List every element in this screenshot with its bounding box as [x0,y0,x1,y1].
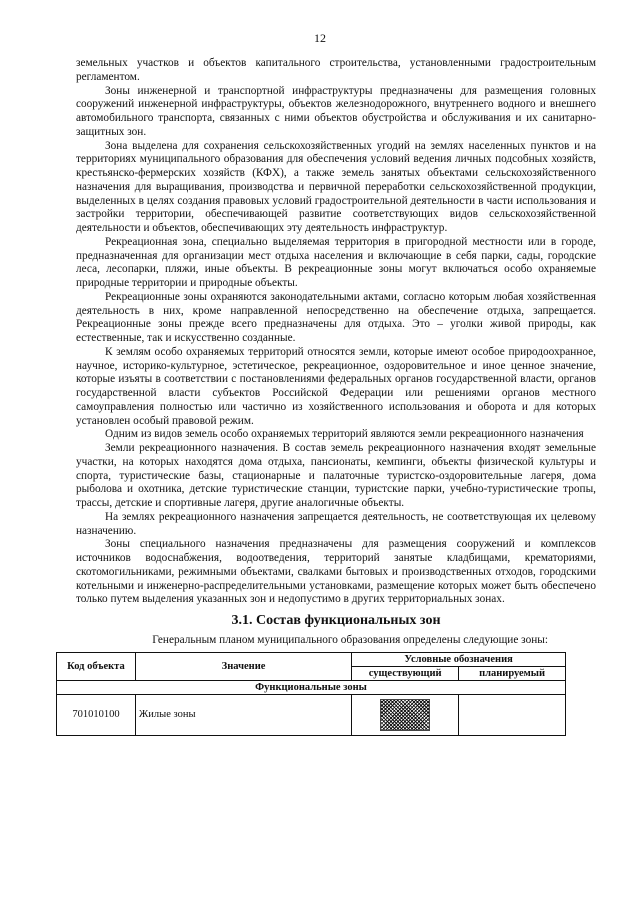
row-value: Жилые зоны [135,694,351,735]
header-code: Код объекта [57,652,136,680]
paragraph-2: Зоны инженерной и транспортной инфраструктуры предназначены для размещения головных сооружений инженерной инфраструктуры, объектов железнодорожного, внутреннего водного и внешнего автомобильного транспорта, связанных с ними объектов обустройства и обслуживания и их санитарно-защитных зон. [76,84,596,138]
row-code: 701010100 [57,694,136,735]
table-header-row [57,652,566,666]
paragraph-8: Земли рекреационного назначения. В состав земель рекреационного назначения входят земельные участки, на которых находятся дома отдыха, пансионаты, кемпинги, объекты физической культуры и спорта, туристические базы, стационарные и палаточные туристско-оздоровительные лагеря, дома рыболова и охотника, детские туристические станции, туристские парки, учебно-туристические тропы, трассы, детские и спортивные лагеря, другие аналогичные объекты. [76,442,596,509]
paragraph-10: Зоны специального назначения предназначены для размещения сооружений и комплексов источников водоснабжения, водоотведения, территорий занятые кладбищами, крематориями, скотомогильниками, режимными объектами, свалками бытовых и производственных отходов, городскими котельными и инженерно-распределительными установками, размещение которых может быть обеспечено только путем выделения указанных зон и недопустимо в других территориальных зонах. [76,538,596,606]
table-group-row [57,680,566,694]
paragraph-4: Рекреационная зона, специально выделяемая территория в пригородной местности или в городе, предназначенная для организации мест отдыха населения и включающие в себя парки, сады, городские леса, лесопарки, пляжи, иные объекты. В рекреационные зоны могут включаться особо охраняемые природные территории и природные объекты. [76,235,596,289]
header-symbols: Условные обозначения [352,652,566,666]
section-heading: 3.1. Состав функциональных зон [231,613,441,628]
paragraph-3: Зона выделена для сохранения сельскохозяйственных угодий на землях населенных пунктов и на территориях муниципального образования для обеспечения условий ведения личных подсобных хозяйств, крестьянско-фермерских хозяйств (КФХ), а также земель занятых объектами сельскохозяйственного назначения для выращивания, производства и первичной переработки сельскохозяйственной продукции, выделенных в целях создания правовых условий градостроительной деятельности в части использования и застройки территории, обеспечивающей развитие соответствующих видов сельскохозяйственной деятельности и объектов, обеспечивающих эту деятельность инфраструктур. [76,139,596,234]
hatch-pattern-icon [380,699,430,731]
header-value: Значение [135,652,351,680]
header-existing: существующий [352,666,459,680]
zones-table [56,652,566,736]
table-intro: Генеральным планом муниципального образования определены следующие зоны: [152,634,548,646]
paragraph-6: К землям особо охраняемых территорий относятся земли, которые имеют особое природоохранное, научное, историко-культурное, эстетическое, рекреационное, оздоровительное и иное ценное значение, которые изъяты в соответствии с постановлениями федеральных органов государственной власти, органов государственной власти субъектов Российской Федерации или решениями органов местного самоуправления полностью или частично из хозяйственного использования и оборота и для которых установлен особый правовой режим. [76,345,596,427]
paragraph-5: Рекреационные зоны охраняются законодательными актами, согласно которым любая хозяйственная деятельность в них, кроме направленной непосредственно на обеспечение отдыха, запрещается. Рекреационные зоны прежде всего предназначены для отдыха. Это – уголки живой природы, как естественные, так и искусственно созданные. [76,290,596,344]
document-body [67,57,596,736]
paragraph-7: Одним из видов земель особо охраняемых территорий являются земли рекреационного назначения [105,428,584,441]
table-row [57,694,566,735]
group-label: Функциональные зоны [57,680,566,694]
paragraph-1: земельных участков и объектов капитального строительства, установленными градостроительным регламентом. [76,57,596,83]
page-number: 12 [314,31,326,45]
row-existing-symbol [352,694,459,735]
row-planned-symbol [459,694,566,735]
header-planned: планируемый [459,666,566,680]
paragraph-9: На землях рекреационного назначения запрещается деятельность, не соответствующая их целевому назначению. [76,510,596,537]
